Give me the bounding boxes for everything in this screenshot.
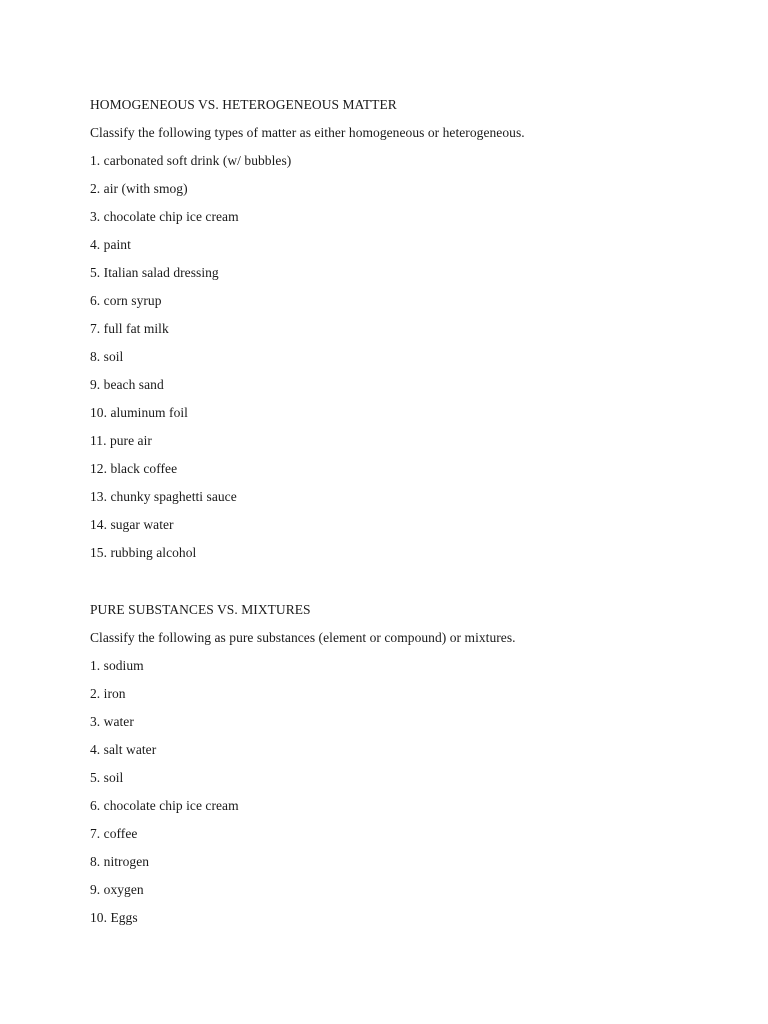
question-list — [90, 147, 730, 567]
question-item: 10. aluminum foil — [90, 405, 188, 420]
question-item: 9. beach sand — [90, 377, 164, 392]
homogeneous-heterogeneous-section — [90, 91, 730, 567]
question-item: 7. coffee — [90, 826, 138, 841]
question-item: 3. chocolate chip ice cream — [90, 209, 239, 224]
question-item: 9. oxygen — [90, 882, 144, 897]
pure-substances-mixtures-section — [90, 596, 730, 932]
question-item: 11. pure air — [90, 433, 152, 448]
question-item: 1. carbonated soft drink (w/ bubbles) — [90, 153, 292, 168]
question-item: 3. water — [90, 714, 134, 729]
section-instruction: Classify the following as pure substances (element or compound) or mixtures. — [90, 630, 516, 645]
question-item: 7. full fat milk — [90, 321, 169, 336]
question-item: 5. Italian salad dressing — [90, 265, 219, 280]
question-item: 14. sugar water — [90, 517, 174, 532]
question-item: 13. chunky spaghetti sauce — [90, 489, 237, 504]
question-item: 8. nitrogen — [90, 854, 150, 869]
section-heading: PURE SUBSTANCES VS. MIXTURES — [90, 602, 311, 617]
question-item: 2. iron — [90, 686, 126, 701]
question-item: 5. soil — [90, 770, 124, 785]
question-item: 10. Eggs — [90, 910, 138, 925]
section-instruction: Classify the following types of matter as either homogeneous or heterogeneous. — [90, 125, 525, 140]
question-item: 2. air (with smog) — [90, 181, 188, 196]
question-list — [90, 652, 730, 932]
question-item: 15. rubbing alcohol — [90, 545, 197, 560]
question-item: 12. black coffee — [90, 461, 178, 476]
question-item: 4. salt water — [90, 742, 157, 757]
question-item: 4. paint — [90, 237, 131, 252]
section-heading: HOMOGENEOUS VS. HETEROGENEOUS MATTER — [90, 97, 397, 112]
question-item: 6. corn syrup — [90, 293, 162, 308]
question-item: 6. chocolate chip ice cream — [90, 798, 239, 813]
question-item: 1. sodium — [90, 658, 144, 673]
question-item: 8. soil — [90, 349, 124, 364]
